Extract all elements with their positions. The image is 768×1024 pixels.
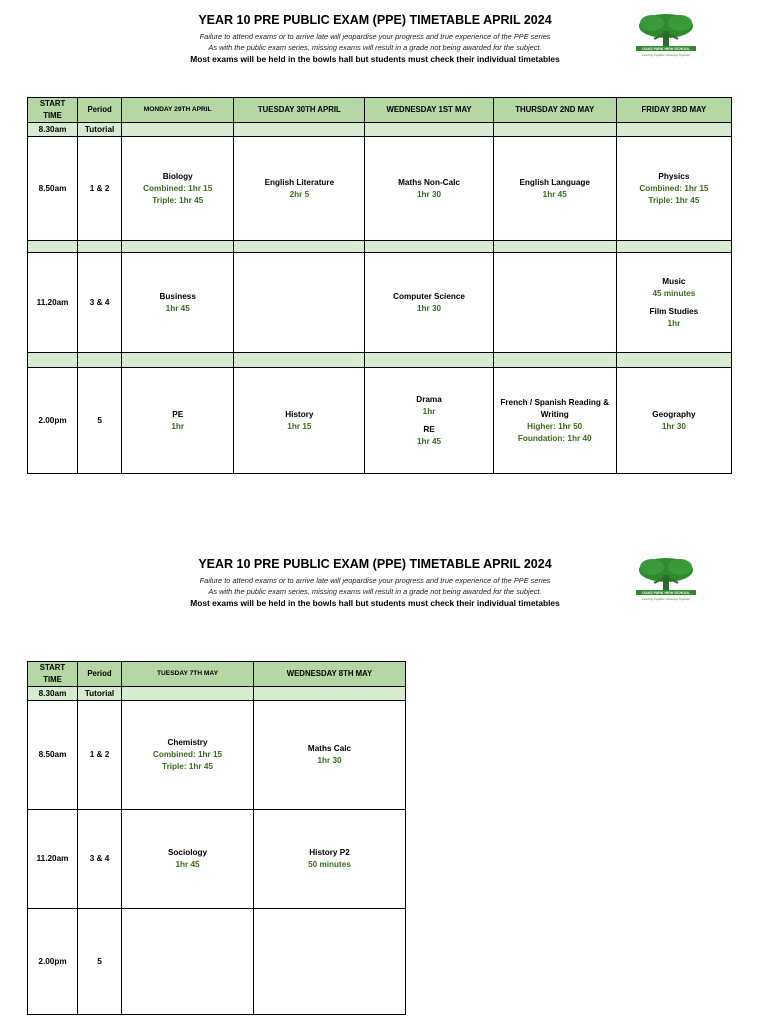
exam-duration: Triple: 1hr 45	[648, 195, 700, 205]
table-row	[28, 253, 732, 353]
exam-subject: Geography	[652, 409, 696, 419]
header-start-time: START TIME	[28, 98, 78, 123]
exam-duration: Combined: 1hr 15	[639, 183, 709, 193]
tree-icon	[636, 557, 696, 591]
row-time: 2.00pm	[28, 368, 78, 474]
row-period: 5	[78, 909, 122, 1015]
header-day-4: THURSDAY 2ND MAY	[493, 98, 616, 123]
exam-duration: 50 minutes	[308, 860, 351, 869]
exam-subject: French / Spanish Reading & Writing	[500, 397, 610, 419]
exam-cell-empty	[493, 253, 616, 353]
row-time: 11.20am	[28, 253, 78, 353]
exam-cell-empty	[234, 253, 365, 353]
exam-duration: 1hr	[667, 318, 681, 328]
timetable-week-2	[27, 661, 406, 1015]
exam-duration: 1hr 15	[287, 421, 312, 431]
table-row	[28, 810, 406, 909]
exam-duration: 2hr 5	[289, 189, 310, 199]
warning-line-1: Failure to attend exams or to arrive late will jeopardise your progress and true experience of the PPE series	[199, 576, 551, 585]
page-title: YEAR 10 PRE PUBLIC EXAM (PPE) TIMETABLE APRIL 2024	[198, 557, 552, 571]
venue-note: Most exams will be held in the bowls hall but students must check their individual timetables	[190, 54, 560, 64]
exam-duration: 1hr 30	[416, 189, 442, 199]
logo-name: OAKS PARK HIGH SCHOOL	[636, 590, 696, 595]
school-logo	[636, 557, 696, 607]
row-period: 1 & 2	[78, 137, 122, 241]
exam-duration: 45 minutes	[652, 288, 696, 298]
exam-cell	[122, 701, 254, 810]
exam-subject: Business	[159, 291, 196, 301]
exam-cell	[254, 701, 406, 810]
exam-cell	[122, 253, 234, 353]
logo-motto: Learning Together, Achieving Together	[642, 53, 690, 57]
exam-subject: RE	[423, 424, 435, 434]
exam-duration: 1hr 30	[661, 421, 686, 431]
row-period: 3 & 4	[78, 810, 122, 909]
logo-name: OAKS PARK HIGH SCHOOL	[636, 46, 696, 51]
exam-duration: Combined: 1hr 15	[152, 750, 223, 759]
header-day-2: TUESDAY 30TH APRIL	[234, 98, 365, 123]
venue-note: Most exams will be held in the bowls hall but students must check their individual timetables	[190, 598, 560, 608]
exam-cell	[122, 810, 254, 909]
page-title: YEAR 10 PRE PUBLIC EXAM (PPE) TIMETABLE APRIL 2024	[198, 13, 552, 27]
exam-duration: Triple: 1hr 45	[152, 195, 204, 205]
header-period: Period	[78, 662, 122, 687]
exam-subject: History P2	[309, 848, 350, 857]
exam-subject: Music	[662, 276, 686, 286]
exam-duration: 1hr	[171, 421, 185, 431]
table-row	[28, 909, 406, 1015]
exam-subject: History	[285, 409, 314, 419]
warning-line-2: As with the public exam series, missing exams will result in a grade not being awarded for the subject.	[208, 43, 542, 52]
row-time: 8.50am	[28, 701, 78, 810]
exam-cell-empty	[254, 909, 406, 1015]
exam-cell	[365, 253, 493, 353]
exam-subject: Physics	[658, 171, 690, 181]
exam-subject: PE	[172, 409, 184, 419]
tutorial-time: 8.30am	[28, 123, 78, 137]
exam-duration: Foundation: 1hr 40	[517, 433, 592, 443]
row-time: 2.00pm	[28, 909, 78, 1015]
exam-duration: 1hr 45	[175, 860, 200, 869]
exam-duration: 1hr 30	[416, 303, 442, 313]
header-period: Period	[78, 98, 122, 123]
exam-subject: Maths Non-Calc	[398, 177, 460, 187]
exam-duration: Triple: 1hr 45	[162, 762, 213, 771]
table-row	[28, 137, 732, 241]
exam-cell	[122, 368, 234, 474]
header-day-1: MONDAY 29TH APRIL	[122, 98, 234, 123]
tutorial-label: Tutorial	[78, 687, 122, 701]
exam-cell	[493, 368, 616, 474]
exam-cell	[616, 253, 731, 353]
exam-subject: English Literature	[264, 177, 335, 187]
exam-duration: 1hr 45	[542, 189, 567, 199]
logo-motto: Learning Together, Achieving Together	[642, 597, 690, 601]
school-logo	[636, 13, 696, 63]
row-period: 5	[78, 368, 122, 474]
exam-cell	[616, 137, 731, 241]
exam-cell-empty	[122, 909, 254, 1015]
exam-subject: Chemistry	[167, 738, 208, 747]
tree-icon	[636, 13, 696, 47]
warning-line-1: Failure to attend exams or to arrive late will jeopardise your progress and true experience of the PPE series	[199, 32, 551, 41]
exam-subject: English Language	[519, 177, 590, 187]
exam-duration: 1hr	[422, 406, 436, 416]
row-time: 8.50am	[28, 137, 78, 241]
header-day-2: WEDNESDAY 8TH MAY	[254, 662, 406, 687]
exam-cell	[234, 368, 365, 474]
exam-duration: Combined: 1hr 15	[143, 183, 213, 193]
exam-cell	[254, 810, 406, 909]
exam-cell	[493, 137, 616, 241]
exam-subject: Drama	[416, 394, 442, 404]
timetable-week-1	[27, 97, 732, 474]
exam-cell	[234, 137, 365, 241]
exam-duration: Higher: 1hr 50	[527, 421, 583, 431]
exam-duration: 1hr 45	[165, 303, 190, 313]
exam-subject: Computer Science	[393, 291, 465, 301]
exam-cell	[365, 368, 493, 474]
row-period: 3 & 4	[78, 253, 122, 353]
exam-duration: 1hr 30	[317, 756, 342, 765]
row-time: 11.20am	[28, 810, 78, 909]
exam-cell	[365, 137, 493, 241]
row-period: 1 & 2	[78, 701, 122, 810]
exam-duration: 1hr 45	[416, 436, 442, 446]
table-row	[28, 368, 732, 474]
exam-subject: Sociology	[167, 848, 208, 857]
exam-subject: Maths Calc	[307, 744, 352, 753]
header-day-3: WEDNESDAY 1ST MAY	[365, 98, 493, 123]
exam-subject: Film Studies	[649, 306, 699, 316]
tutorial-label: Tutorial	[78, 123, 122, 137]
tutorial-time: 8.30am	[28, 687, 78, 701]
header-day-5: FRIDAY 3RD MAY	[616, 98, 731, 123]
exam-subject: Biology	[162, 171, 193, 181]
header-day-1: TUESDAY 7TH MAY	[122, 662, 254, 687]
warning-line-2: As with the public exam series, missing exams will result in a grade not being awarded for the subject.	[208, 587, 542, 596]
exam-cell	[122, 137, 234, 241]
header-start-time: START TIME	[28, 662, 78, 687]
exam-cell	[616, 368, 731, 474]
table-row	[28, 701, 406, 810]
